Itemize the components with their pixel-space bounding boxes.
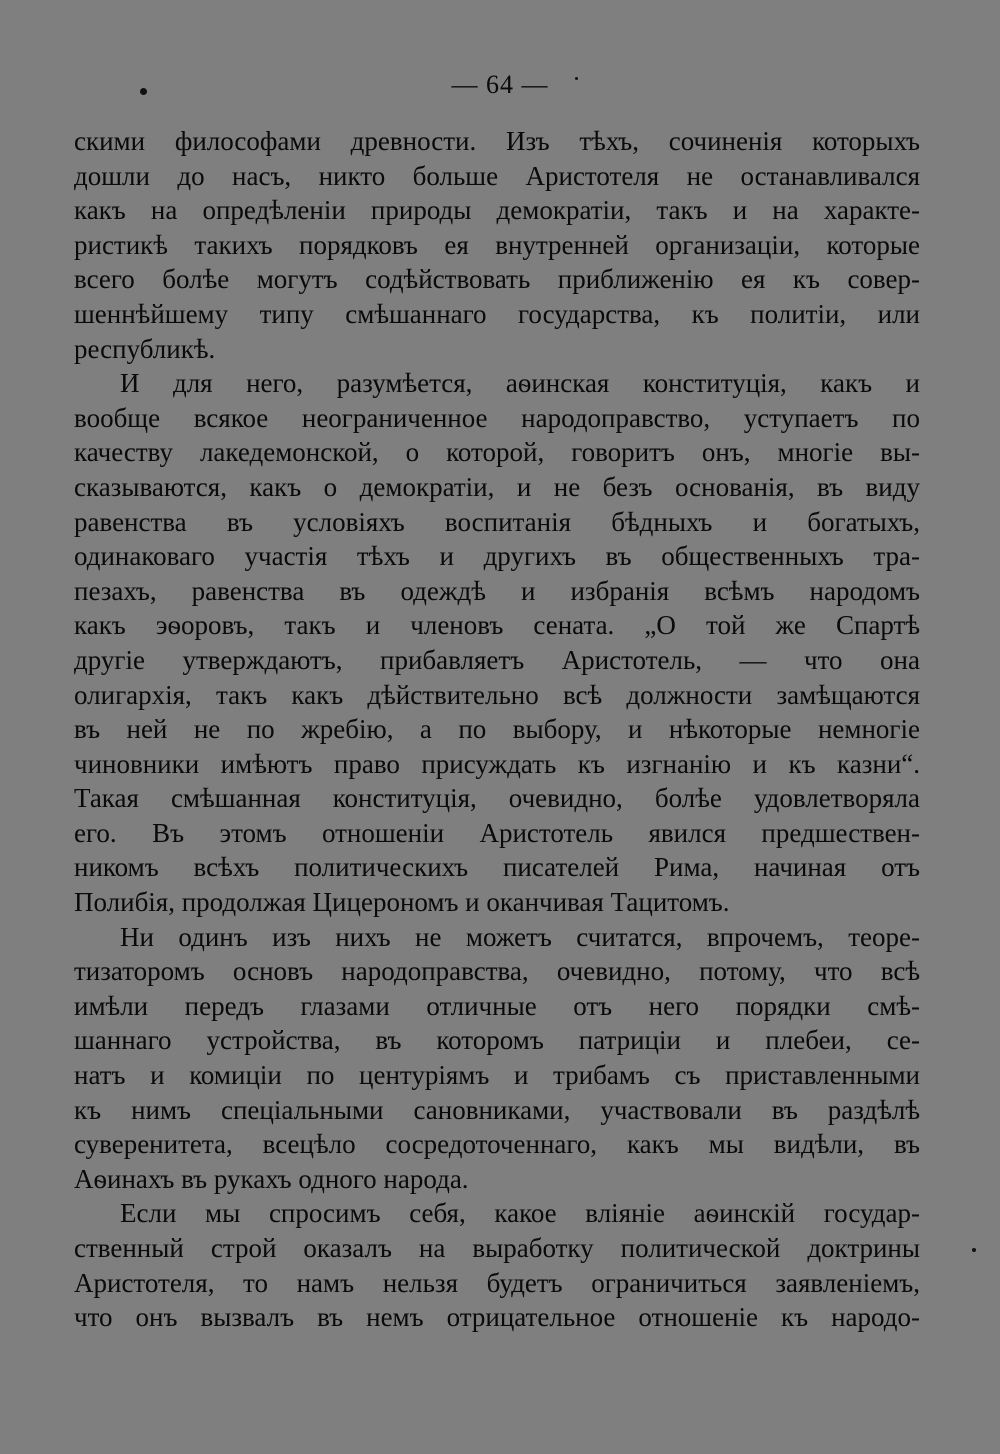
- text-line: ственный строй оказалъ на выработку политической доктрины: [74, 1233, 920, 1263]
- paragraph: [74, 366, 920, 920]
- text-line: имѣли передъ глазами отличные отъ него порядки смѣ-: [74, 990, 920, 1021]
- text-line: его. Въ этомъ отношеніи Аристотель явился предшествен-: [74, 817, 920, 848]
- paragraph: [74, 124, 920, 366]
- text-line: Если мы спросимъ себя, какое вліяніе аѳинскій государ-: [120, 1198, 920, 1229]
- text-line: натъ и комиціи по центуріямъ и трибамъ съ приставленными: [74, 1060, 920, 1091]
- text-line: шеннѣйшему типу смѣшаннаго государства, къ политіи, или: [74, 298, 920, 329]
- text-line: республикѣ.: [74, 333, 216, 364]
- text-line: шаннаго устройства, въ которомъ патриціи и плебеи, се-: [74, 1025, 920, 1056]
- text-line: качеству лакедемонской, о которой, говоритъ онъ, многіе вы-: [74, 437, 920, 468]
- text-line: Такая смѣшанная конституція, очевидно, болѣе удовлетворяла: [74, 783, 920, 814]
- paragraph: [74, 1196, 920, 1334]
- text-line: какъ эѳоровъ, такъ и членовъ сената. „О той же Спартѣ: [74, 610, 920, 641]
- text-line: Аѳинахъ въ рукахъ одного народа.: [74, 1163, 469, 1194]
- text-line: въ ней не по жребію, а по выбору, и нѣкоторые немногіе: [74, 714, 920, 745]
- text-line: никомъ всѣхъ политическихъ писателей Рима, начиная отъ: [74, 852, 920, 883]
- page-number: — 64 —: [451, 70, 549, 99]
- text-line: другіе утверждаютъ, прибавляетъ Аристотель, — что она: [74, 644, 920, 675]
- text-line: ристикѣ такихъ порядковъ ея внутренней организаціи, которые: [74, 229, 920, 260]
- text-line: къ нимъ спеціальными сановниками, участвовали въ раздѣлѣ: [74, 1094, 920, 1125]
- paragraph: [74, 920, 920, 1197]
- text-line: суверенитета, всецѣло сосредоточеннаго, какъ мы видѣли, въ: [74, 1129, 920, 1160]
- text-line: Аристотеля, то намъ нельзя будетъ ограничиться заявленіемъ,: [74, 1267, 920, 1298]
- text-line: вообще всякое неограниченное народоправство, уступаетъ по: [74, 402, 920, 433]
- text-line: Ни одинъ изъ нихъ не можетъ считатся, впрочемъ, теоре-: [120, 921, 920, 952]
- text-line: всего болѣе могутъ содѣйствовать приближенію ея къ совер-: [74, 264, 920, 295]
- text-line: тизаторомъ основъ народоправства, очевидно, потому, что всѣ: [74, 956, 920, 987]
- text-line: чиновники имѣютъ право присуждать къ изгнанію и къ казни“.: [74, 748, 920, 779]
- text-line: олигархія, такъ какъ дѣйствительно всѣ должности замѣщаются: [74, 679, 920, 710]
- ink-speck: [972, 1248, 976, 1252]
- body-text: [74, 124, 920, 1335]
- text-line: пезахъ, равенства въ одеждѣ и избранія всѣмъ народомъ: [74, 575, 920, 606]
- text-line: дошли до насъ, никто больше Аристотеля не останавливался: [74, 160, 920, 191]
- text-line: какъ на опредѣленіи природы демократіи, такъ и на характе-: [74, 195, 920, 226]
- text-line: одинаковаго участія тѣхъ и другихъ въ общественныхъ тра-: [74, 541, 920, 572]
- text-line: Полибія, продолжая Цицерономъ и оканчивая Тацитомъ.: [74, 887, 730, 918]
- text-line: что онъ вызвалъ въ немъ отрицательное отношеніе къ народо-: [74, 1302, 920, 1333]
- text-line: скими философами древности. Изъ тѣхъ, сочиненія которыхъ: [74, 126, 920, 156]
- text-line: сказываются, какъ о демократіи, и не безъ основанія, въ виду: [74, 471, 920, 502]
- text-line: равенства въ условіяхъ воспитанія бѣдныхъ и богатыхъ,: [74, 506, 920, 537]
- text-line: И для него, разумѣется, аѳинская конституція, какъ и: [120, 368, 920, 399]
